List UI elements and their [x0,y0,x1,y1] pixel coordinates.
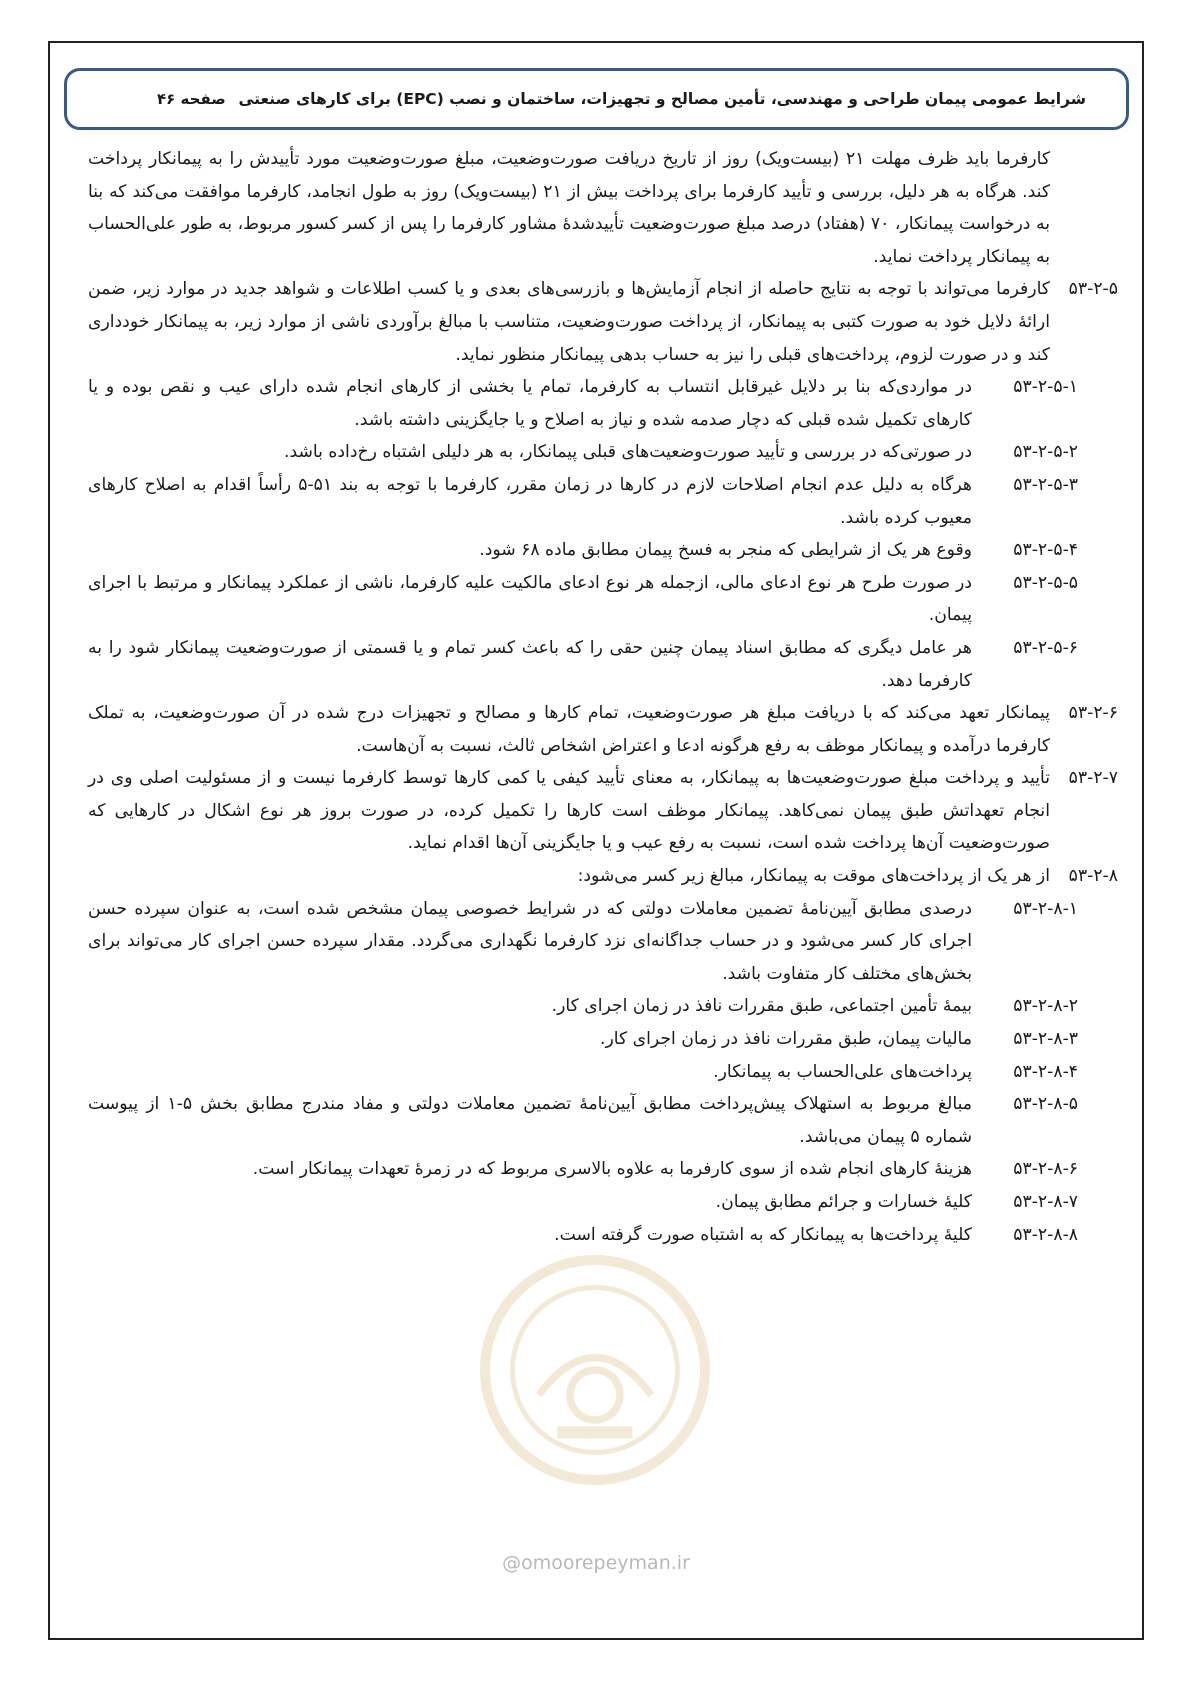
clause-text: هزینهٔ کارهای انجام شده از سوی کارفرما به علاوه بالاسری مربوط که در زمرهٔ تعهدات پیمانکار است. [252,1159,972,1180]
clause-item [88,1088,1118,1153]
clause-item [88,762,1118,860]
clause-number: ۵۳-۲-۸-۵ [1013,1094,1078,1115]
watermark-url: @omoorepeyman.ir [502,1552,690,1574]
clause-number: ۵۳-۲-۸-۷ [1013,1192,1078,1212]
clause-text: از هر یک از پرداخت‌های موقت به پیمانکار، مبالغ زیر کسر می‌شود: [577,866,1050,887]
clause-text: پرداخت‌های علی‌الحساب به پیمانکار. [713,1061,972,1082]
clause-number: ۵۳-۲-۵ [1068,279,1118,300]
clause-number: ۵۳-۲-۵-۵ [1013,572,1078,593]
clause-number: ۵۳-۲-۸ [1068,866,1118,887]
clause-number: ۵۳-۲-۵-۴ [1013,540,1078,561]
clause-number: ۵۳-۲-۷ [1068,768,1118,789]
clause-item [88,860,1118,893]
page-header [64,68,1129,130]
clause-text: در صورت طرح هر نوع ادعای مالی، ازجمله هر نوع ادعای مالکیت علیه کارفرما، ناشی از عملکرد پیمانکار و مرتبط با اجرای پیمان. [88,572,972,626]
clause-item [88,1023,1118,1056]
clause-list [88,273,1118,1251]
page-number: صفحه ۴۶ [157,90,226,108]
clause-number: ۵۳-۲-۵-۱ [1013,377,1078,398]
clause-item [88,893,1118,991]
clause-item [88,567,1118,632]
clause-number: ۵۳-۲-۵-۳ [1013,474,1078,495]
clause-text: وقوع هر یک از شرایطی که منجر به فسخ پیمان مطابق ماده ۶۸ شود. [479,540,972,561]
seal-watermark-icon [470,1245,720,1495]
clause-number: ۵۳-۲-۸-۶ [1013,1159,1078,1180]
document-body [88,143,1118,1251]
clause-text: بیمهٔ تأمین اجتماعی، طبق مقررات نافذ در زمان اجرای کار. [551,996,972,1017]
intro-paragraph: کارفرما باید ظرف مهلت ۲۱ (بیست‌ویک) روز از تاریخ دریافت صورت‌وضعیت، مبلغ صورت‌وضعیت مورد تأییدش را به پیمانکار پرداخت کند. هرگاه به هر دلیل، بررسی و تأیید کارفرما برای پرداخت بیش از ۲۱ (بیست‌ویک) روز به طول انجامد، کارفرما موافقت می‌کند که بنا به درخواست پیمانکار، ۷۰ (هفتاد) درصد مبلغ صورت‌وضعیت تأییدشدهٔ مشاور کارفرما را پس از کسر کسور مربوط، به طور علی‌الحساب به پیمانکار پرداخت نماید. [88,149,1051,267]
clause-text: کلیهٔ پرداخت‌ها به پیمانکار که به اشتباه صورت گرفته است. [554,1224,972,1245]
clause-item [88,534,1118,567]
clause-text: تأیید و پرداخت مبلغ صورت‌وضعیت‌ها به پیمانکار، به معنای تأیید کیفی یا کمی کارها توسط کارفرما نیست و از مسئولیت اصلی وی در انجام تعهداتش طبق پیمان نمی‌کاهد. پیمانکار موظف است کارها را تکمیل کرده، در صورت بروز هر نوع اشکال در کارهایی که صورت‌وضعیت آن‌ها پرداخت شده است، نسبت به رفع عیب و یا جایگزینی آن‌ها اقدام نماید. [88,768,1050,854]
clause-item [88,273,1118,371]
clause-text: مبالغ مربوط به استهلاک پیش‌پرداخت مطابق آیین‌نامهٔ تضمین معاملات دولتی و مفاد مندرج مطابق بخش ۵-۱ از پیوست شماره ۵ پیمان می‌باشد. [88,1094,972,1147]
clause-item [88,371,1118,436]
clause-number: ۵۳-۲-۸-۳ [1013,1029,1078,1050]
clause-text: هر عامل دیگری که مطابق اسناد پیمان چنین حقی را که باعث کسر تمام و یا قسمتی از صورت‌وضعیت پیمانکار شود را به کارفرما دهد. [88,637,972,691]
clause-item [88,1056,1118,1089]
clause-item [88,1186,1118,1219]
clause-text: پیمانکار تعهد می‌کند که با دریافت مبلغ هر صورت‌وضعیت، تمام کارها و مصالح و تجهیزات درج شده در آن صورت‌وضعیت، به تملک کارفرما درآمده و پیمانکار موظف به رفع هرگونه ادعا و اعتراض اشخاص ثالث، نسبت به آن‌هاست. [88,703,1050,756]
clause-number: ۵۳-۲-۸-۴ [1013,1061,1078,1082]
clause-item [88,697,1118,762]
clause-text: درصدی مطابق آیین‌نامهٔ تضمین معاملات دولتی که در شرایط خصوصی پیمان مشخص شده است، به عنوان سپرده حسن اجرای کار کسر می‌شود و در حساب جداگانه‌ای نزد کارفرما نگهداری می‌گردد. مقدار سپرده حسن اجرای کار می‌تواند برای بخش‌های مختلف کار متفاوت باشد. [88,898,972,984]
clause-text: در مواردی‌که بنا بر دلایل غیرقابل انتساب به کارفرما، تمام یا بخشی از کارهای انجام شده دارای عیب و نقص بوده و یا کارهای تکمیل شده قبلی که دچار صدمه شده و نیاز به اصلاح و یا جایگزینی داشته باشد. [88,377,972,430]
clause-text: کلیهٔ خسارات و جرائم مطابق پیمان. [715,1192,972,1212]
clause-number: ۵۳-۲-۵-۲ [1013,442,1078,463]
clause-text: هرگاه به دلیل عدم انجام اصلاحات لازم در کارها در زمان مقرر، کارفرما با توجه به بند ۵۱-۵ رأساً اقدام به اصلاح کارهای معیوب کرده باشد. [88,474,973,528]
clause-text: در صورتی‌که در بررسی و تأیید صورت‌وضعیت‌های قبلی پیمانکار، به هر دلیلی اشتباه رخ‌داده باشد. [284,442,972,463]
clause-number: ۵۳-۲-۶ [1068,703,1118,724]
clause-text: کارفرما می‌تواند با توجه به نتایج حاصله از انجام آزمایش‌ها و بازرسی‌های بعدی و یا کسب اطلاعات و شواهد جدید در موارد زیر، ضمن ارائهٔ دلایل خود به صورت کتبی به پیمانکار، از پرداخت صورت‌وضعیت، متناسب با مبالغ برآوردی ناشی از موارد زیر، به پیمانکار خودداری کند و در صورت لزوم، پرداخت‌های قبلی را نیز به حساب بدهی پیمانکار منظور نماید. [88,279,1050,365]
clause-text: مالیات پیمان، طبق مقررات نافذ در زمان اجرای کار. [599,1029,972,1050]
clause-item [88,990,1118,1023]
clause-item [88,632,1118,697]
clause-number: ۵۳-۲-۵-۶ [1013,637,1078,658]
clause-number: ۵۳-۲-۸-۲ [1013,996,1078,1017]
clause-item [88,469,1118,534]
document-title: شرایط عمومی پیمان طراحی و مهندسی، تأمین مصالح و تجهیزات، ساختمان و نصب (EPC) برای کارهای صنعتی [238,90,1086,108]
clause-item [88,1153,1118,1186]
clause-number: ۵۳-۲-۸-۱ [1013,898,1078,919]
clause-number: ۵۳-۲-۸-۸ [1013,1224,1078,1245]
clause-item [88,436,1118,469]
